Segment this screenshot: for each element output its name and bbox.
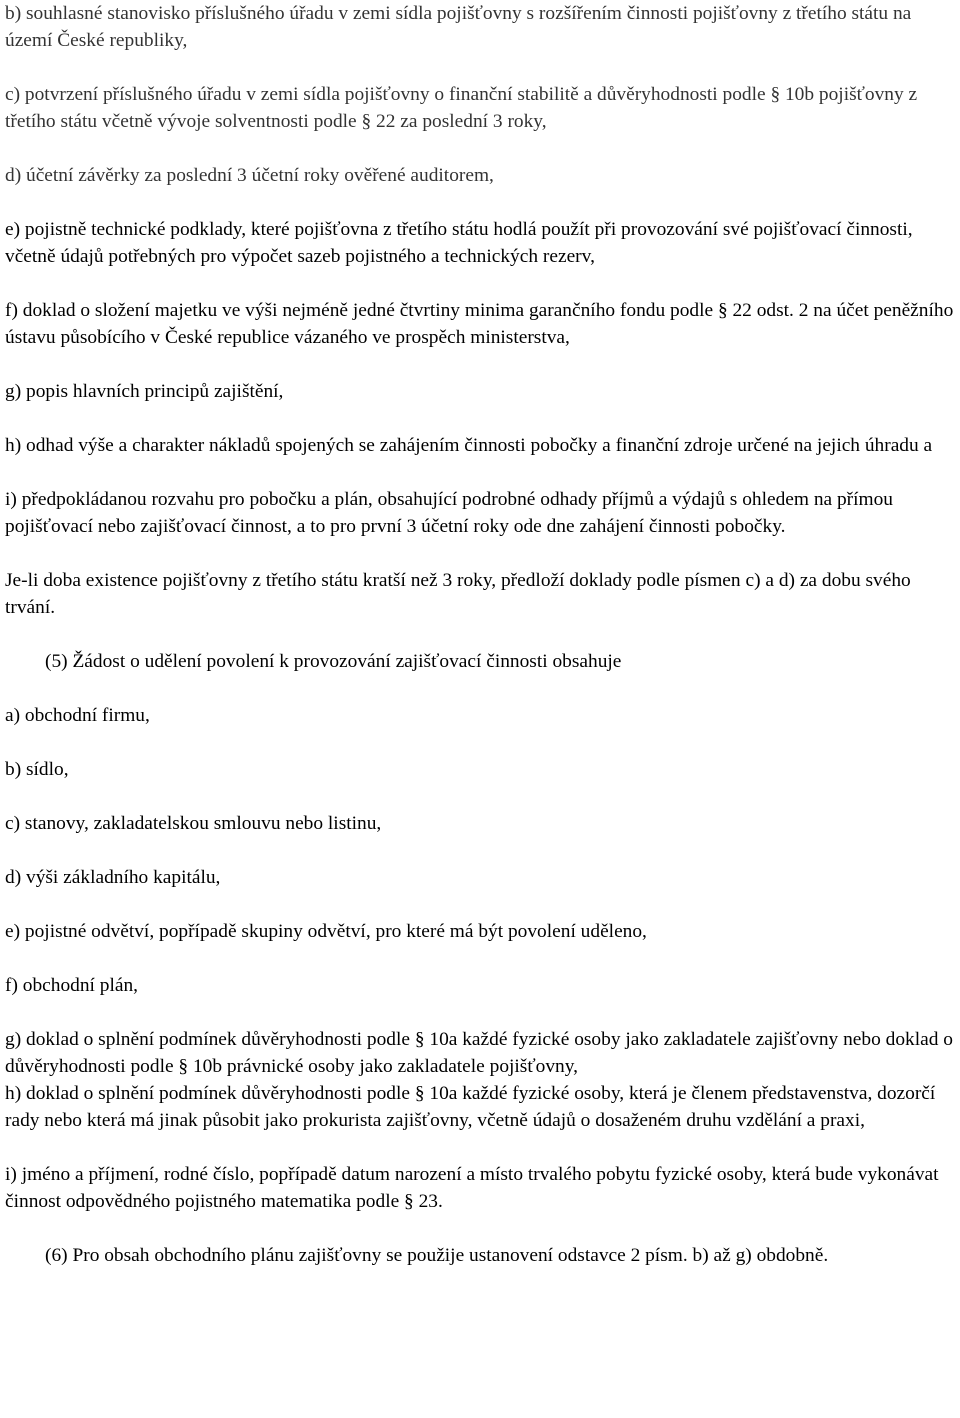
paragraph-gap xyxy=(5,54,957,81)
paragraph-gap xyxy=(5,945,957,972)
paragraph-p13: c) stanovy, zakladatelskou smlouvu nebo listinu, xyxy=(5,813,382,834)
paragraph-p15: e) pojistné odvětví, popřípadě skupiny odvětví, pro které má být povolení uděleno, xyxy=(5,921,647,942)
paragraph-p8: i) předpokládanou rozvahu pro pobočku a plán, obsahující podrobné odhady příjmů a výdajů s ohledem na přímou pojišťovací nebo zajišťovací činnost, a to pro první 3 účetní roky ode dne zahájení činnosti pobočky. xyxy=(5,489,898,537)
paragraph-p5: f) doklad o složení majetku ve výši nejméně jedné čtvrtiny minima garančního fondu podle § 22 odst. 2 na účet peněžního ústavu působícího v České republice vázaného ve prospěch ministerstva, xyxy=(5,300,959,348)
paragraph-p9: Je-li doba existence pojišťovny z třetího státu kratší než 3 roky, předloží doklady podle písmen c) a d) za dobu svého trvání. xyxy=(5,570,916,618)
paragraph-p12: b) sídlo, xyxy=(5,759,69,780)
paragraph-gap xyxy=(5,405,957,432)
paragraph-p11: a) obchodní firmu, xyxy=(5,705,150,726)
paragraph-gap xyxy=(5,675,957,702)
paragraph-gap xyxy=(5,999,957,1026)
paragraph-gap xyxy=(5,135,957,162)
paragraph-p19: i) jméno a příjmení, rodné číslo, popřípadě datum narození a místo trvalého pobytu fyzické osoby, která bude vykonávat činnost odpovědného pojistného matematika podle § 23. xyxy=(5,1164,944,1212)
paragraph-p2: c) potvrzení příslušného úřadu v zemi sídla pojišťovny o finanční stabilitě a důvěryhodnosti podle § 10b pojišťovny z třetího státu včetně vývoje solventnosti podle § 22 za poslední 3 roky, xyxy=(5,84,923,132)
paragraph-gap xyxy=(5,459,957,486)
paragraph-gap xyxy=(5,270,957,297)
paragraph-p3: d) účetní závěrky za poslední 3 účetní roky ověřené auditorem, xyxy=(5,165,494,186)
paragraph-p14: d) výši základního kapitálu, xyxy=(5,867,221,888)
paragraph-gap xyxy=(5,891,957,918)
paragraph-gap xyxy=(5,729,957,756)
paragraph-gap xyxy=(5,783,957,810)
paragraph-gap xyxy=(5,540,957,567)
paragraph-p7: h) odhad výše a charakter nákladů spojených se zahájením činnosti pobočky a finanční zdroje určené na jejich úhradu a xyxy=(5,435,933,456)
paragraph-p6: g) popis hlavních principů zajištění, xyxy=(5,381,284,402)
paragraph-p4: e) pojistně technické podklady, které pojišťovna z třetího státu hodlá použít při provozování své pojišťovací činnosti, včetně údajů potřebných pro výpočet sazeb pojistného a technických rezerv, xyxy=(5,219,918,267)
paragraph-gap xyxy=(5,621,957,648)
paragraph-gap xyxy=(5,1134,957,1161)
paragraph-p20: (6) Pro obsah obchodního plánu zajišťovny se použije ustanovení odstavce 2 písm. b) až g) obdobně. xyxy=(45,1245,829,1266)
paragraph-gap xyxy=(5,189,957,216)
paragraph-p18: h) doklad o splnění podmínek důvěryhodnosti podle § 10a každé fyzické osoby, která je členem představenstva, dozorčí rady nebo která má jinak působit jako prokurista zajišťovny, včetně údajů o dosaženém druhu vzdělání a praxi, xyxy=(5,1083,941,1131)
document-page xyxy=(5,0,957,1269)
paragraph-gap xyxy=(5,1215,957,1242)
paragraph-gap xyxy=(5,837,957,864)
paragraph-p1: b) souhlasné stanovisko příslušného úřadu v zemi sídla pojišťovny s rozšířením činnosti pojišťovny z třetího státu na území České republiky, xyxy=(5,3,917,51)
paragraph-p10: (5) Žádost o udělení povolení k provozování zajišťovací činnosti obsahuje xyxy=(45,651,622,672)
paragraph-gap xyxy=(5,351,957,378)
paragraph-p17: g) doklad o splnění podmínek důvěryhodnosti podle § 10a každé fyzické osoby jako zakladatele zajišťovny nebo doklad o důvěryhodnosti podle § 10b právnické osoby jako zakladatele pojišťovny, xyxy=(5,1029,958,1077)
paragraph-p16: f) obchodní plán, xyxy=(5,975,139,996)
